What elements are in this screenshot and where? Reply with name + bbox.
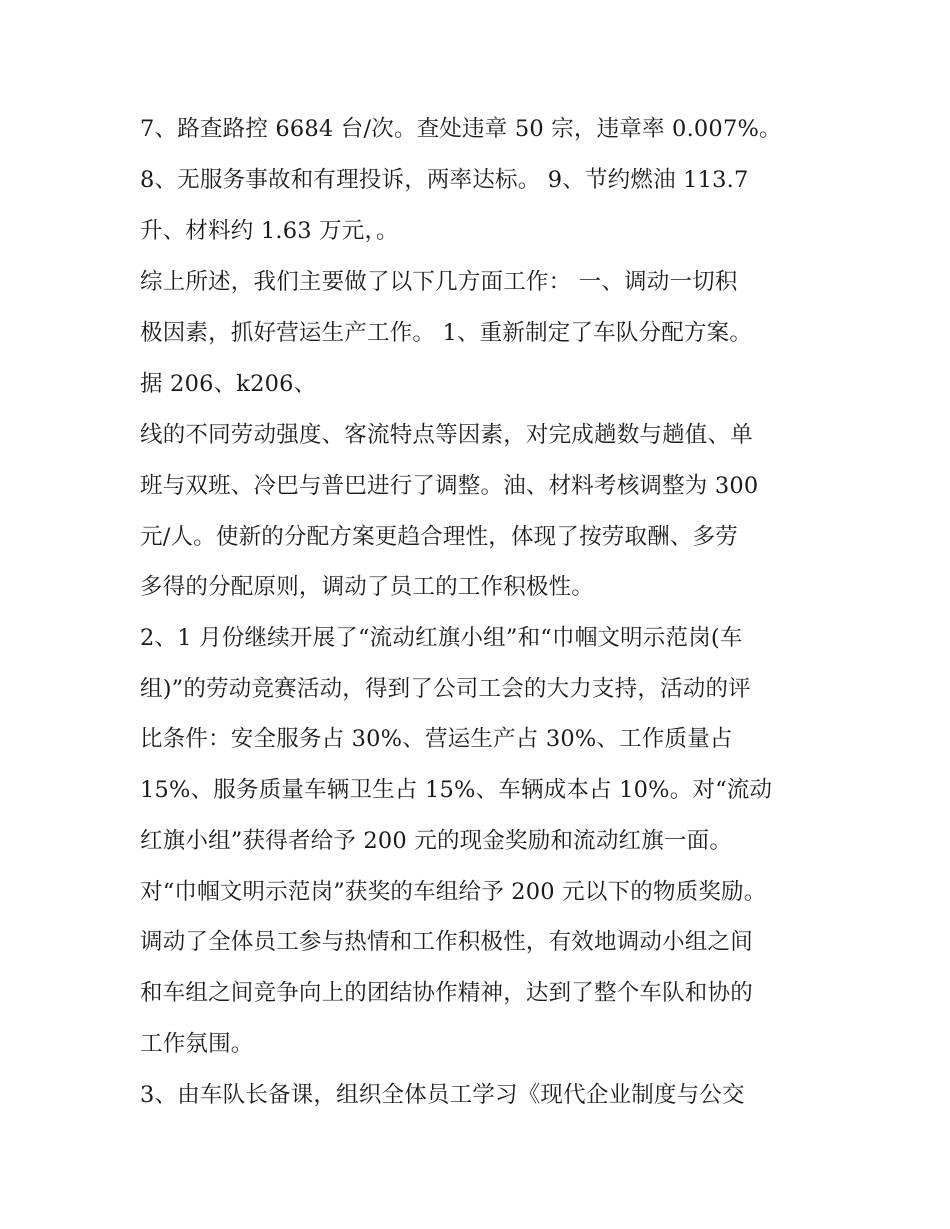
- text-line: 据 206、k206、: [140, 371, 317, 397]
- text-line: 2、1 月份继续开展了“流动红旗小组”和“巾帼文明示范岗(车: [140, 625, 743, 651]
- text-line: 8、无服务事故和有理投诉，两率达标。 9、节约燃油 113.7: [140, 167, 749, 193]
- text-line: 对“巾帼文明示范岗”获奖的车组给予 200 元以下的物质奖励。: [140, 879, 767, 905]
- text-line: 工作氛围。: [140, 1031, 254, 1057]
- text-line: 红旗小组”获得者给予 200 元的现金奖励和流动红旗一面。: [140, 828, 733, 854]
- text-line: 班与双班、冷巴与普巴进行了调整。油、材料考核调整为 300: [140, 473, 759, 499]
- text-line: 调动了全体员工参与热情和工作积极性，有效地调动小组之间: [140, 929, 753, 955]
- text-line: 综上所述，我们主要做了以下几方面工作： 一、调动一切积: [140, 269, 738, 295]
- text-line: 极因素，抓好营运生产工作。 1、重新制定了车队分配方案。: [140, 320, 753, 346]
- text-line: 3、由车队长备课，组织全体员工学习《现代企业制度与公交: [140, 1082, 745, 1108]
- text-line: 15%、服务质量车辆卫生占 15%、车辆成本占 10%。对“流动: [140, 777, 773, 803]
- text-line: 组)”的劳动竞赛活动，得到了公司工会的大力支持，活动的评: [140, 676, 751, 702]
- text-line: 多得的分配原则，调动了员工的工作积极性。: [140, 574, 595, 600]
- text-line: 元/人。使新的分配方案更趋合理性，体现了按劳取酬、多劳: [140, 524, 738, 550]
- text-line: 和车组之间竞争向上的团结协作精神，达到了整个车队和协的: [140, 980, 753, 1006]
- text-line: 7、路查路控 6684 台/次。查处违章 50 宗，违章率 0.007%。: [140, 116, 782, 142]
- text-line: 线的不同劳动强度、客流特点等因素，对完成趟数与趟值、单: [140, 422, 753, 448]
- text-line: 比条件：安全服务占 30%、营运生产占 30%、工作质量占: [140, 726, 733, 752]
- text-line: 升、材料约 1.63 万元，。: [140, 218, 399, 244]
